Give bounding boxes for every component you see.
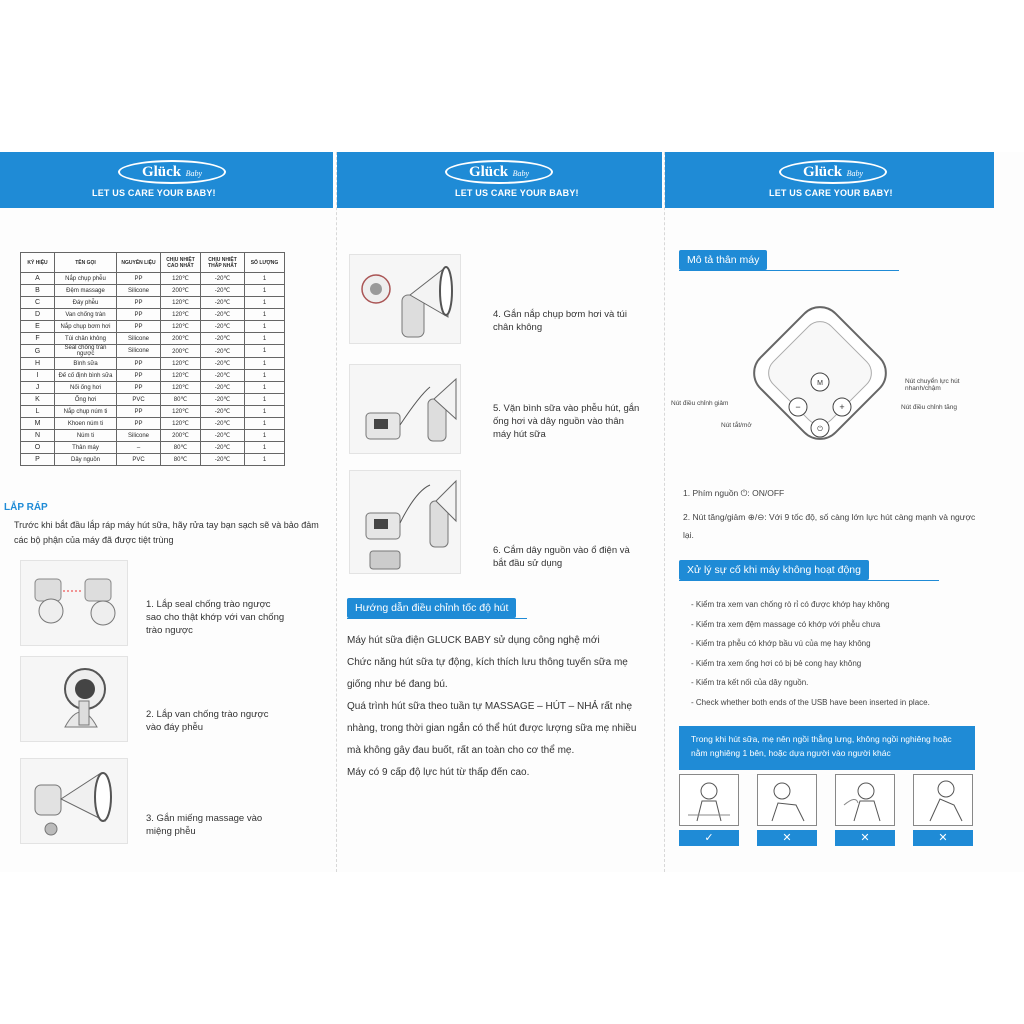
table-row — [21, 333, 285, 345]
assembly-title: LẮP RÁP — [4, 502, 48, 513]
table-cell: 120℃ — [161, 382, 201, 394]
assembly-step-3: 3. Gắn miếng massage vào miệng phễu — [146, 813, 263, 837]
table-cell: PP — [117, 273, 161, 285]
svg-text:⏻: ⏻ — [817, 426, 823, 433]
table-cell: PP — [117, 358, 161, 370]
posture-wrong-mark: ✕ — [757, 830, 817, 846]
step4-illustration — [349, 254, 461, 344]
table-cell: Đế cố định bình sữa — [55, 370, 117, 382]
table-cell: -20℃ — [201, 273, 245, 285]
table-cell: 1 — [245, 406, 285, 418]
table-row — [21, 430, 285, 442]
table-cell: 1 — [245, 382, 285, 394]
step2-illustration — [20, 656, 128, 742]
table-cell: Đáy phễu — [55, 297, 117, 309]
table-row — [21, 442, 285, 454]
table-cell: L — [21, 406, 55, 418]
table-row — [21, 358, 285, 370]
table-cell: 1 — [245, 321, 285, 333]
troubleshoot-item: - Check whether both ends of the USB have been inserted in place. — [691, 697, 930, 707]
assembly-step-5: 5. Vặn bình sữa vào phễu hút, gắn ống hơi và dây nguồn vào thân máy hút sữa — [493, 403, 640, 440]
posture-wrong-mark: ✕ — [835, 830, 895, 846]
table-cell: 1 — [245, 394, 285, 406]
brand-header — [337, 152, 662, 208]
table-cell: -20℃ — [201, 382, 245, 394]
table-cell: Silicone — [117, 333, 161, 345]
table-row — [21, 370, 285, 382]
troubleshoot-item: - Kiểm tra kết nối của dây nguồn. — [691, 678, 809, 687]
table-cell: Ống hơi — [55, 394, 117, 406]
table-cell: -20℃ — [201, 430, 245, 442]
mode-button-label: Nút chuyển lực hút nhanh/chậm — [905, 378, 960, 392]
table-cell: F — [21, 333, 55, 345]
table-cell: PP — [117, 370, 161, 382]
table-row — [21, 321, 285, 333]
table-cell: Thân máy — [55, 442, 117, 454]
table-cell: 120℃ — [161, 370, 201, 382]
brand-header — [0, 152, 333, 208]
table-row — [21, 406, 285, 418]
table-cell: Dây nguồn — [55, 454, 117, 466]
table-cell: -20℃ — [201, 442, 245, 454]
table-row — [21, 285, 285, 297]
panel-parts-assembly — [0, 152, 333, 872]
troubleshoot-section-rule — [679, 580, 939, 581]
table-cell: 1 — [245, 358, 285, 370]
table-cell: 80℃ — [161, 454, 201, 466]
table-cell: Khoen núm ti — [55, 418, 117, 430]
svg-text:−: − — [795, 402, 801, 412]
table-cell: Túi chân không — [55, 333, 117, 345]
assembly-step-6: 6. Cắm dây nguồn vào ổ điện và bắt đầu sử dụng — [493, 545, 630, 569]
table-cell: H — [21, 358, 55, 370]
speed-section-rule — [347, 618, 527, 619]
posture-correct-image — [679, 774, 739, 826]
table-cell: D — [21, 309, 55, 321]
table-cell: 1 — [245, 309, 285, 321]
table-cell: P — [21, 454, 55, 466]
table-cell: K — [21, 394, 55, 406]
table-cell: M — [21, 418, 55, 430]
troubleshoot-item: - Kiểm tra xem ống hơi có bị bẻ cong hay không — [691, 658, 862, 668]
table-cell: -20℃ — [201, 394, 245, 406]
table-cell: 1 — [245, 430, 285, 442]
table-cell: -20℃ — [201, 406, 245, 418]
table-cell: Nắp chụp bơm hơi — [55, 321, 117, 333]
table-cell: 1 — [245, 285, 285, 297]
table-cell: 1 — [245, 370, 285, 382]
table-cell: -20℃ — [201, 418, 245, 430]
speed-description — [347, 630, 653, 784]
table-cell: Đệm massage — [55, 285, 117, 297]
panel-device-troubleshooting — [664, 152, 994, 872]
step3-illustration — [20, 758, 128, 844]
troubleshoot-section-title: Xử lý sự cố khi máy không hoạt động — [679, 560, 869, 580]
posture-lean-image — [757, 774, 817, 826]
table-cell: -20℃ — [201, 345, 245, 358]
table-cell: PVC — [117, 394, 161, 406]
table-row — [21, 382, 285, 394]
table-cell: 120℃ — [161, 297, 201, 309]
table-cell: A — [21, 273, 55, 285]
table-cell: -20℃ — [201, 285, 245, 297]
table-header-cell: SỐ LƯỢNG — [245, 253, 285, 273]
table-cell: C — [21, 297, 55, 309]
table-cell: O — [21, 442, 55, 454]
table-cell: Nối ống hơi — [55, 382, 117, 394]
table-cell: PP — [117, 382, 161, 394]
table-cell: – — [117, 442, 161, 454]
posture-correct-mark: ✓ — [679, 830, 739, 846]
svg-text:M: M — [817, 380, 823, 387]
troubleshoot-item: - Kiểm tra xem van chống rò rỉ có được khớp hay không — [691, 600, 890, 609]
brand-logo: Glück Baby — [445, 160, 553, 184]
device-section-rule — [679, 270, 899, 271]
device-section-title: Mô tả thân máy — [679, 250, 767, 270]
speed-paragraph-1: Máy hút sữa điện GLUCK BABY sử dụng công nghệ mới — [347, 635, 600, 646]
table-row — [21, 309, 285, 321]
speed-paragraph-3: Quá trình hút sữa theo tuần tự MASSAGE – HÚT – NHẢ rất nhẹ nhàng, trong thời gian ngắn có thể hút được lượng sữa mẹ nhiều mà không gây đau buốt, rất an toàn cho cơ thể mẹ. — [347, 701, 637, 756]
table-cell: 1 — [245, 442, 285, 454]
table-cell: Silicone — [117, 430, 161, 442]
table-cell: N — [21, 430, 55, 442]
table-cell: -20℃ — [201, 358, 245, 370]
table-cell: -20℃ — [201, 321, 245, 333]
assembly-intro: Trước khi bắt đầu lắp ráp máy hút sữa, hãy rửa tay bạn sạch sẽ và bảo đảm các bộ phận của máy đã được tiệt trùng — [14, 520, 319, 545]
brand-logo: Glück Baby — [118, 160, 226, 184]
speed-paragraph-2: Chức năng hút sữa tự động, kích thích lưu thông tuyến sữa mẹ giống như bé đang bú. — [347, 657, 628, 690]
table-cell: 1 — [245, 345, 285, 358]
table-cell: -20℃ — [201, 333, 245, 345]
table-cell: 1 — [245, 454, 285, 466]
table-cell: 120℃ — [161, 358, 201, 370]
assembly-step-4: 4. Gắn nắp chụp bơm hơi và túi chân không — [493, 309, 627, 333]
table-cell: 80℃ — [161, 442, 201, 454]
brand-tagline: LET US CARE YOUR BABY! — [455, 188, 579, 198]
increase-button-label: Nút điều chỉnh tăng — [901, 404, 958, 411]
table-cell: PP — [117, 418, 161, 430]
table-header-cell: KÝ HIỆU — [21, 253, 55, 273]
parts-spec-table — [20, 252, 285, 466]
table-cell: 1 — [245, 333, 285, 345]
table-cell: Silicone — [117, 345, 161, 358]
brand-tagline: LET US CARE YOUR BABY! — [769, 188, 893, 198]
table-cell: PP — [117, 297, 161, 309]
posture-recline-image — [913, 774, 973, 826]
brand-tagline: LET US CARE YOUR BABY! — [92, 188, 216, 198]
table-cell: PP — [117, 309, 161, 321]
svg-text:+: + — [839, 402, 845, 412]
table-row — [21, 273, 285, 285]
table-row — [21, 297, 285, 309]
table-cell: Van chống tràn — [55, 309, 117, 321]
device-body-illustration — [737, 290, 903, 456]
table-cell: 120℃ — [161, 406, 201, 418]
table-cell: 120℃ — [161, 309, 201, 321]
posture-wrong-mark: ✕ — [913, 830, 973, 846]
posture-note: Trong khi hút sữa, mẹ nên ngồi thẳng lưng, không ngồi nghiêng hoặc nằm nghiêng 1 bên, hoặc dựa người vào người khác — [679, 726, 975, 770]
brand-logo: Glück Baby — [779, 160, 887, 184]
table-cell: B — [21, 285, 55, 297]
feature-speed: 2. Nút tăng/giảm ⊕/⊖: Với 9 tốc độ, số càng lớn lực hút càng mạnh và ngược lại. — [683, 512, 976, 540]
table-row — [21, 345, 285, 358]
table-cell: Bình sữa — [55, 358, 117, 370]
brochure-sheet — [0, 152, 1024, 872]
table-cell: E — [21, 321, 55, 333]
step6-illustration — [349, 470, 461, 574]
table-cell: 1 — [245, 297, 285, 309]
table-cell: 120℃ — [161, 273, 201, 285]
table-cell: 200℃ — [161, 345, 201, 358]
table-cell: 1 — [245, 418, 285, 430]
table-cell: PP — [117, 321, 161, 333]
speed-section-title: Hướng dẫn điều chỉnh tốc độ hút — [347, 598, 516, 618]
table-cell: -20℃ — [201, 297, 245, 309]
table-cell: J — [21, 382, 55, 394]
step1-illustration — [20, 560, 128, 646]
step5-illustration — [349, 364, 461, 454]
table-header-cell: NGUYÊN LIỆU — [117, 253, 161, 273]
table-cell: 80℃ — [161, 394, 201, 406]
table-row — [21, 394, 285, 406]
power-button-label: Nút tắt/mở — [721, 422, 752, 429]
table-header-cell: CHỊU NHIỆT CAO NHẤT — [161, 253, 201, 273]
table-cell: -20℃ — [201, 309, 245, 321]
table-cell: Nắp chụp phễu — [55, 273, 117, 285]
decrease-button-label: Nút điều chỉnh giảm — [671, 400, 729, 407]
troubleshoot-item: - Kiểm tra xem đệm massage có khớp với phễu chưa — [691, 619, 881, 629]
table-cell: 200℃ — [161, 430, 201, 442]
table-row — [21, 454, 285, 466]
table-cell: Núm ti — [55, 430, 117, 442]
brand-header — [665, 152, 994, 208]
table-cell: PP — [117, 406, 161, 418]
troubleshoot-item: - Kiểm tra phễu có khớp bầu vú của mẹ hay không — [691, 639, 871, 648]
table-header-cell: CHỊU NHIỆT THẤP NHẤT — [201, 253, 245, 273]
table-cell: I — [21, 370, 55, 382]
posture-side-image — [835, 774, 895, 826]
table-cell: Seal chống tràn ngược — [55, 345, 117, 358]
table-cell: 1 — [245, 273, 285, 285]
table-cell: 200℃ — [161, 333, 201, 345]
table-row — [21, 418, 285, 430]
feature-power: 1. Phím nguồn ⏻: ON/OFF — [683, 488, 785, 498]
table-cell: -20℃ — [201, 370, 245, 382]
panel-steps-speed — [336, 152, 662, 872]
assembly-step-1: 1. Lắp seal chống trào ngược sao cho thật khớp với van chống trào ngược — [146, 599, 285, 636]
table-cell: Nắp chụp núm ti — [55, 406, 117, 418]
table-cell: G — [21, 345, 55, 358]
table-cell: 120℃ — [161, 321, 201, 333]
speed-paragraph-4: Máy có 9 cấp độ lực hút từ thấp đến cao. — [347, 767, 530, 778]
table-cell: -20℃ — [201, 454, 245, 466]
table-header-cell: TÊN GỌI — [55, 253, 117, 273]
table-cell: 200℃ — [161, 285, 201, 297]
assembly-step-2: 2. Lắp van chống trào ngược vào đáy phễu — [146, 709, 269, 733]
table-cell: PVC — [117, 454, 161, 466]
table-cell: 120℃ — [161, 418, 201, 430]
table-cell: Silicone — [117, 285, 161, 297]
